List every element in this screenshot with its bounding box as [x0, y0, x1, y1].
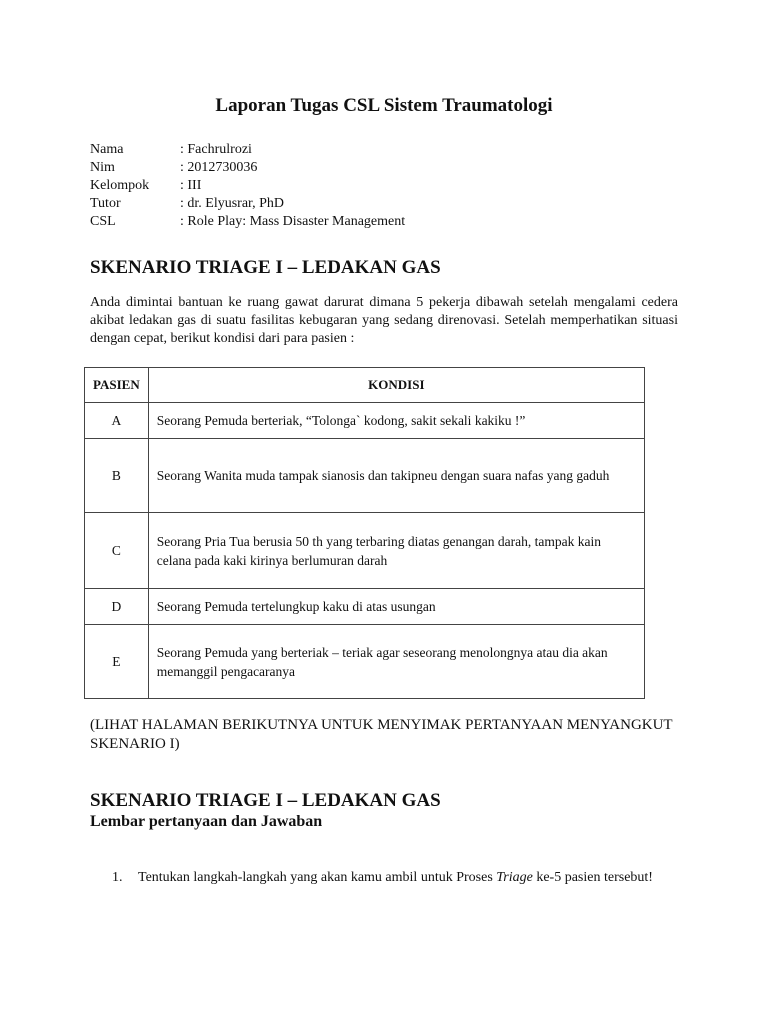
table-row	[85, 625, 645, 699]
next-page-note: (LIHAT HALAMAN BERIKUTNYA UNTUK MENYIMAK PERTANYAAN MENYANGKUT SKENARIO I)	[90, 717, 673, 752]
section-heading-questions: SKENARIO TRIAGE I – LEDAKAN GAS	[90, 790, 441, 811]
section-heading-scenario: SKENARIO TRIAGE I – LEDAKAN GAS	[90, 257, 441, 278]
patient-id: D	[85, 589, 149, 625]
patient-id: E	[85, 625, 149, 699]
table-header-row	[85, 368, 645, 403]
patient-id: C	[85, 513, 149, 589]
triage-table	[84, 367, 645, 699]
patient-condition: Seorang Pria Tua berusia 50 th yang terbaring diatas genangan darah, tampak kain celana pada kaki kirinya berlumuran darah	[148, 513, 644, 589]
info-key: Kelompok	[90, 178, 150, 193]
table-row	[85, 403, 645, 439]
info-value: : 2012730036	[180, 160, 258, 175]
question-number: 1.	[112, 870, 123, 885]
info-row-nim	[90, 159, 405, 177]
table-row	[85, 513, 645, 589]
info-value: : Role Play: Mass Disaster Management	[180, 214, 406, 229]
table-row	[85, 589, 645, 625]
table-row	[85, 439, 645, 513]
question-text-end: ke-5 pasien tersebut!	[532, 870, 653, 885]
patient-id: B	[85, 439, 149, 513]
question-text-italic: Triage	[496, 870, 533, 885]
student-info	[90, 141, 405, 231]
patient-condition: Seorang Pemuda yang berteriak – teriak agar seseorang menolongnya atau dia akan memanggil pengacaranya	[148, 625, 644, 699]
question-item	[112, 869, 678, 887]
info-key: Nim	[90, 160, 115, 175]
info-value: : III	[180, 178, 202, 193]
info-row-tutor	[90, 195, 405, 213]
info-value: : Fachrulrozi	[180, 142, 252, 157]
column-header-kondisi: KONDISI	[148, 368, 644, 403]
patient-id: A	[85, 403, 149, 439]
info-row-csl	[90, 213, 405, 231]
scenario-intro: Anda dimintai bantuan ke ruang gawat darurat dimana 5 pekerja dibawah setelah mengalami cedera akibat ledakan gas di suatu fasilitas kebugaran yang sedang direnovasi. Setelah memperhatikan situasi dengan cepat, berikut kondisi dari para pasien :	[90, 295, 678, 346]
info-key: Nama	[90, 142, 124, 157]
info-key: Tutor	[90, 196, 121, 211]
document-title: Laporan Tugas CSL Sistem Traumatologi	[215, 95, 553, 116]
info-value: : dr. Elyusrar, PhD	[180, 196, 285, 211]
info-row-nama	[90, 141, 405, 159]
column-header-pasien: PASIEN	[85, 368, 149, 403]
patient-condition: Seorang Pemuda berteriak, “Tolonga` kodong, sakit sekali kakiku !”	[148, 403, 644, 439]
info-key: CSL	[90, 214, 116, 229]
question-text	[138, 869, 678, 887]
info-row-kelompok	[90, 177, 405, 195]
patient-condition: Seorang Pemuda tertelungkup kaku di atas usungan	[148, 589, 644, 625]
question-text-start: Tentukan langkah-langkah yang akan kamu ambil untuk Proses	[138, 870, 497, 885]
section-subheading: Lembar pertanyaan dan Jawaban	[90, 813, 323, 830]
patient-condition: Seorang Wanita muda tampak sianosis dan takipneu dengan suara nafas yang gaduh	[148, 439, 644, 513]
